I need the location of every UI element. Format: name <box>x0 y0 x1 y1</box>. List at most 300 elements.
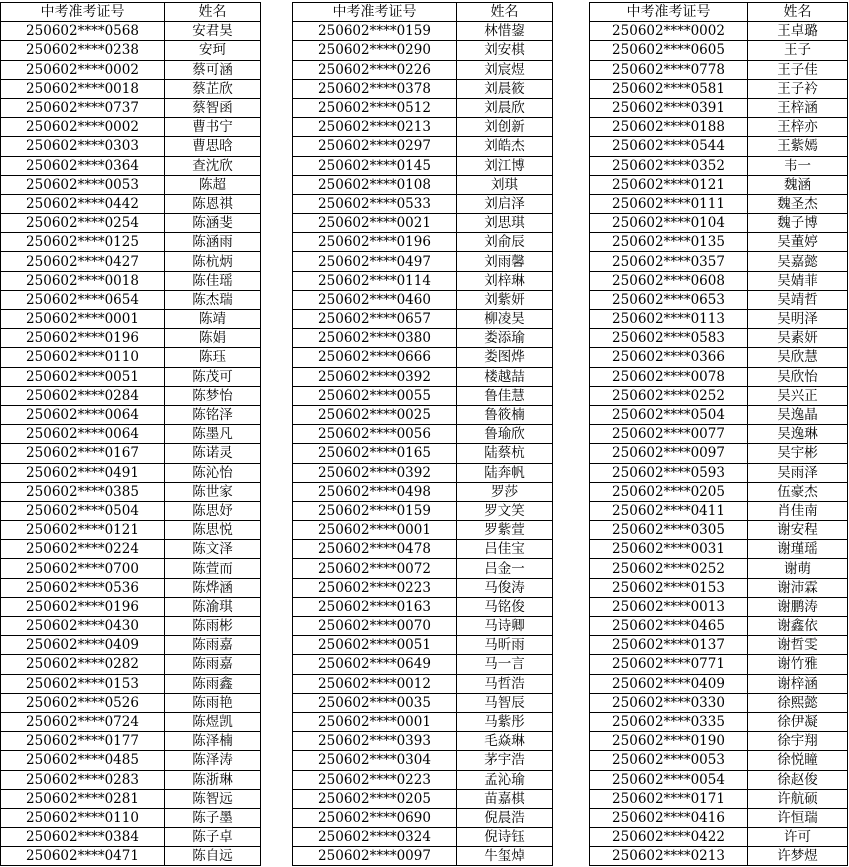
student-name-cell: 吴靖哲 <box>748 290 848 309</box>
exam-id-cell: 250602****0411 <box>590 501 748 520</box>
table-row <box>1 329 261 348</box>
table-row <box>590 156 848 175</box>
exam-id-cell: 250602****0018 <box>1 79 165 98</box>
student-name-cell: 林惜鋆 <box>457 22 553 41</box>
student-name-cell: 陈思悦 <box>165 521 261 540</box>
table-row <box>1 693 261 712</box>
exam-id-cell: 250602****0422 <box>590 828 748 847</box>
student-name-cell: 谢梓涵 <box>748 674 848 693</box>
student-name-cell: 查沈欣 <box>165 156 261 175</box>
exam-id-cell: 250602****0290 <box>293 41 457 60</box>
exam-id-cell: 250602****0491 <box>1 463 165 482</box>
table-row <box>590 521 848 540</box>
table-row <box>1 271 261 290</box>
student-name-cell: 马紫彤 <box>457 712 553 731</box>
student-name-cell: 陈涵斐 <box>165 214 261 233</box>
table-row <box>293 482 553 501</box>
exam-id-cell: 250602****0282 <box>1 655 165 674</box>
exam-id-cell: 250602****0053 <box>1 175 165 194</box>
exam-id-cell: 250602****0690 <box>293 808 457 827</box>
table-row <box>590 540 848 559</box>
student-name-cell: 吴兴正 <box>748 386 848 405</box>
student-name-cell: 刘宸煜 <box>457 60 553 79</box>
table-row <box>293 271 553 290</box>
exam-id-cell: 250602****0226 <box>293 60 457 79</box>
student-name-cell: 孟沁瑜 <box>457 770 553 789</box>
exam-id-cell: 250602****0167 <box>1 444 165 463</box>
exam-id-cell: 250602****0352 <box>590 156 748 175</box>
student-name-cell: 蔡芷欣 <box>165 79 261 98</box>
table-row <box>590 194 848 213</box>
exam-id-cell: 250602****0666 <box>293 348 457 367</box>
exam-id-cell: 250602****0442 <box>1 194 165 213</box>
student-name-cell: 刘安棋 <box>457 41 553 60</box>
student-name-cell: 陈珏 <box>165 348 261 367</box>
table-row <box>1 597 261 616</box>
table-row <box>293 405 553 424</box>
table-row <box>590 808 848 827</box>
table-row <box>293 348 553 367</box>
student-name-cell: 牛玺焯 <box>457 847 553 866</box>
exam-id-cell: 250602****0190 <box>590 732 748 751</box>
student-name-cell: 刘启泽 <box>457 194 553 213</box>
exam-id-cell: 250602****0478 <box>293 540 457 559</box>
exam-id-cell: 250602****0737 <box>1 98 165 117</box>
table-row <box>1 482 261 501</box>
exam-id-cell: 250602****0171 <box>590 789 748 808</box>
table-row <box>590 79 848 98</box>
student-name-cell: 马智辰 <box>457 693 553 712</box>
student-name-cell: 王梓亦 <box>748 118 848 137</box>
student-name-cell: 刘江博 <box>457 156 553 175</box>
student-name-cell: 陈泽楠 <box>165 732 261 751</box>
table-row <box>293 386 553 405</box>
exam-id-cell: 250602****0196 <box>1 329 165 348</box>
exam-id-cell: 250602****0054 <box>590 770 748 789</box>
student-name-cell: 陈自远 <box>165 847 261 866</box>
table-row <box>293 578 553 597</box>
exam-id-cell: 250602****0416 <box>590 808 748 827</box>
student-name-cell: 吴宇彬 <box>748 444 848 463</box>
exam-id-cell: 250602****0392 <box>293 463 457 482</box>
student-name-cell: 吴嘉懿 <box>748 252 848 271</box>
student-name-cell: 陆奔帆 <box>457 463 553 482</box>
table-row <box>1 540 261 559</box>
student-name-cell: 陈恩祺 <box>165 194 261 213</box>
exam-id-cell: 250602****0056 <box>293 425 457 444</box>
roster-table-1 <box>0 2 261 866</box>
student-name-cell: 吴董婷 <box>748 233 848 252</box>
student-name-cell: 陈梦怡 <box>165 386 261 405</box>
table-row <box>590 655 848 674</box>
student-name-cell: 陈雨嘉 <box>165 636 261 655</box>
student-name-cell: 茅宇浩 <box>457 751 553 770</box>
student-name-cell: 刘皓杰 <box>457 137 553 156</box>
table-row <box>590 463 848 482</box>
table-row <box>1 194 261 213</box>
table-row <box>590 732 848 751</box>
student-name-cell: 刘琪 <box>457 175 553 194</box>
exam-id-cell: 250602****0608 <box>590 271 748 290</box>
student-name-cell: 刘俞辰 <box>457 233 553 252</box>
table-row <box>590 98 848 117</box>
exam-id-cell: 250602****0485 <box>1 751 165 770</box>
exam-id-cell: 250602****0097 <box>293 847 457 866</box>
table-row <box>293 425 553 444</box>
exam-id-cell: 250602****0536 <box>1 578 165 597</box>
student-name-cell: 谢沛霖 <box>748 578 848 597</box>
exam-id-cell: 250602****0051 <box>1 367 165 386</box>
exam-id-cell: 250602****0110 <box>1 808 165 827</box>
exam-id-cell: 250602****0284 <box>1 386 165 405</box>
exam-id-cell: 250602****0252 <box>590 386 748 405</box>
student-name-cell: 柳凌昊 <box>457 310 553 329</box>
exam-id-cell: 250602****0533 <box>293 194 457 213</box>
exam-id-cell: 250602****0581 <box>590 79 748 98</box>
exam-id-cell: 250602****0568 <box>1 22 165 41</box>
table-row <box>590 559 848 578</box>
table-row <box>590 617 848 636</box>
exam-id-cell: 250602****0013 <box>590 597 748 616</box>
table-row <box>1 79 261 98</box>
header-row <box>590 3 848 22</box>
exam-id-cell: 250602****0051 <box>293 636 457 655</box>
student-name-cell: 肖佳南 <box>748 501 848 520</box>
student-name-cell: 吴婧菲 <box>748 271 848 290</box>
exam-id-cell: 250602****0224 <box>1 540 165 559</box>
exam-id-cell: 250602****0654 <box>1 290 165 309</box>
student-name-cell: 罗紫萱 <box>457 521 553 540</box>
exam-id-cell: 250602****0771 <box>590 655 748 674</box>
table-row <box>1 214 261 233</box>
student-name-cell: 吴素妍 <box>748 329 848 348</box>
exam-id-cell: 250602****0113 <box>590 310 748 329</box>
table-row <box>1 828 261 847</box>
exam-id-cell: 250602****0460 <box>293 290 457 309</box>
exam-id-cell: 250602****0430 <box>1 617 165 636</box>
id-column-header: 中考准考证号 <box>293 3 457 22</box>
table-row <box>293 732 553 751</box>
student-name-cell: 陈渝琪 <box>165 597 261 616</box>
table-row <box>1 137 261 156</box>
header-row <box>1 3 261 22</box>
student-name-cell: 伍豪杰 <box>748 482 848 501</box>
table-row <box>1 252 261 271</box>
exam-id-cell: 250602****0700 <box>1 559 165 578</box>
student-name-cell: 马铭俊 <box>457 597 553 616</box>
exam-id-cell: 250602****0392 <box>293 367 457 386</box>
exam-id-cell: 250602****0384 <box>1 828 165 847</box>
student-name-cell: 娄添瑜 <box>457 329 553 348</box>
student-name-cell: 吴明泽 <box>748 310 848 329</box>
table-row <box>590 271 848 290</box>
table-row <box>293 444 553 463</box>
table-row <box>293 712 553 731</box>
student-name-cell: 刘晨欣 <box>457 98 553 117</box>
student-name-cell: 吕佳宝 <box>457 540 553 559</box>
student-name-cell: 谢安程 <box>748 521 848 540</box>
exam-id-cell: 250602****0497 <box>293 252 457 271</box>
table-row <box>590 175 848 194</box>
exam-id-cell: 250602****0165 <box>293 444 457 463</box>
exam-id-cell: 250602****0297 <box>293 137 457 156</box>
student-name-cell: 徐熙懿 <box>748 693 848 712</box>
student-name-cell: 刘晨筱 <box>457 79 553 98</box>
table-row <box>590 22 848 41</box>
table-row <box>590 214 848 233</box>
student-name-cell: 谢鑫依 <box>748 617 848 636</box>
student-name-cell: 刘紫妍 <box>457 290 553 309</box>
student-name-cell: 苗嘉棋 <box>457 789 553 808</box>
student-name-cell: 陈靖 <box>165 310 261 329</box>
exam-id-cell: 250602****0653 <box>590 290 748 309</box>
table-row <box>590 405 848 424</box>
student-name-cell: 吴雨泽 <box>748 463 848 482</box>
table-row <box>293 501 553 520</box>
student-name-cell: 刘梓琳 <box>457 271 553 290</box>
roster-table-2 <box>292 2 553 866</box>
table-row <box>590 828 848 847</box>
exam-id-cell: 250602****0001 <box>293 712 457 731</box>
name-column-header: 姓名 <box>165 3 261 22</box>
table-row <box>293 98 553 117</box>
table-row <box>590 847 848 866</box>
student-name-cell: 许梦煜 <box>748 847 848 866</box>
exam-id-cell: 250602****0427 <box>1 252 165 271</box>
exam-id-cell: 250602****0111 <box>590 194 748 213</box>
student-name-cell: 陈雨嘉 <box>165 655 261 674</box>
table-row <box>293 175 553 194</box>
exam-id-cell: 250602****0605 <box>590 41 748 60</box>
exam-id-cell: 250602****0196 <box>1 597 165 616</box>
table-row <box>1 156 261 175</box>
name-column-header: 姓名 <box>748 3 848 22</box>
table-row <box>1 521 261 540</box>
exam-id-cell: 250602****0213 <box>293 118 457 137</box>
student-name-cell: 楼越喆 <box>457 367 553 386</box>
exam-id-cell: 250602****0064 <box>1 425 165 444</box>
table-row <box>1 444 261 463</box>
exam-id-cell: 250602****0657 <box>293 310 457 329</box>
exam-id-cell: 250602****0238 <box>1 41 165 60</box>
table-row <box>293 137 553 156</box>
table-row <box>293 693 553 712</box>
student-name-cell: 陈雨艳 <box>165 693 261 712</box>
student-name-cell: 陈雨鑫 <box>165 674 261 693</box>
table-row <box>590 444 848 463</box>
table-row <box>293 808 553 827</box>
table-row <box>1 751 261 770</box>
table-row <box>590 674 848 693</box>
student-name-cell: 许恒瑞 <box>748 808 848 827</box>
table-row <box>590 310 848 329</box>
exam-id-cell: 250602****0305 <box>590 521 748 540</box>
student-name-cell: 陈诺灵 <box>165 444 261 463</box>
table-row <box>1 405 261 424</box>
student-name-cell: 陈煜凯 <box>165 712 261 731</box>
exam-id-cell: 250602****0055 <box>293 386 457 405</box>
header-row <box>293 3 553 22</box>
exam-id-cell: 250602****0378 <box>293 79 457 98</box>
table-row <box>293 521 553 540</box>
student-name-cell: 陈墨凡 <box>165 425 261 444</box>
table-row <box>590 636 848 655</box>
student-name-cell: 马一言 <box>457 655 553 674</box>
exam-id-cell: 250602****0330 <box>590 693 748 712</box>
exam-id-cell: 250602****0072 <box>293 559 457 578</box>
student-name-cell: 蔡智函 <box>165 98 261 117</box>
exam-id-cell: 250602****0001 <box>293 521 457 540</box>
table-row <box>293 770 553 789</box>
table-row <box>1 789 261 808</box>
table-row <box>1 674 261 693</box>
student-name-cell: 王紫嫣 <box>748 137 848 156</box>
exam-id-cell: 250602****0409 <box>1 636 165 655</box>
exam-id-cell: 250602****0053 <box>590 751 748 770</box>
table-row <box>1 233 261 252</box>
exam-id-cell: 250602****0002 <box>1 60 165 79</box>
table-row <box>1 60 261 79</box>
table-row <box>590 137 848 156</box>
table-row <box>293 233 553 252</box>
table-row <box>1 655 261 674</box>
exam-id-cell: 250602****0205 <box>293 789 457 808</box>
exam-id-cell: 250602****0018 <box>1 271 165 290</box>
exam-id-cell: 250602****0035 <box>293 693 457 712</box>
student-name-cell: 吴欣慧 <box>748 348 848 367</box>
exam-id-cell: 250602****0002 <box>1 118 165 137</box>
student-name-cell: 吕金一 <box>457 559 553 578</box>
student-name-cell: 马俊涛 <box>457 578 553 597</box>
name-column-header: 姓名 <box>457 3 553 22</box>
student-name-cell: 王卓璐 <box>748 22 848 41</box>
exam-id-cell: 250602****0196 <box>293 233 457 252</box>
exam-id-cell: 250602****0121 <box>590 175 748 194</box>
student-name-cell: 王子 <box>748 41 848 60</box>
table-row <box>293 22 553 41</box>
exam-id-cell: 250602****0159 <box>293 501 457 520</box>
table-row <box>590 290 848 309</box>
student-name-cell: 徐悦瞳 <box>748 751 848 770</box>
exam-id-cell: 250602****0121 <box>1 521 165 540</box>
exam-id-cell: 250602****0177 <box>1 732 165 751</box>
table-row <box>293 41 553 60</box>
student-name-cell: 安君昊 <box>165 22 261 41</box>
student-name-cell: 毛焱琳 <box>457 732 553 751</box>
exam-id-cell: 250602****0159 <box>293 22 457 41</box>
student-name-cell: 谢萌 <box>748 559 848 578</box>
table-row <box>1 847 261 866</box>
exam-id-cell: 250602****0110 <box>1 348 165 367</box>
exam-id-cell: 250602****0070 <box>293 617 457 636</box>
exam-id-cell: 250602****0001 <box>1 310 165 329</box>
exam-id-cell: 250602****0393 <box>293 732 457 751</box>
student-name-cell: 曹书宁 <box>165 118 261 137</box>
student-name-cell: 许可 <box>748 828 848 847</box>
student-name-cell: 娄图烨 <box>457 348 553 367</box>
table-row <box>590 348 848 367</box>
exam-id-cell: 250602****0153 <box>590 578 748 597</box>
table-row <box>293 290 553 309</box>
student-name-cell: 陈子墨 <box>165 808 261 827</box>
table-row <box>1 41 261 60</box>
table-row <box>293 674 553 693</box>
student-name-cell: 陈世家 <box>165 482 261 501</box>
table-row <box>293 156 553 175</box>
student-name-cell: 王子佳 <box>748 60 848 79</box>
student-name-cell: 谢鹏涛 <box>748 597 848 616</box>
table-row <box>293 655 553 674</box>
exam-id-cell: 250602****0385 <box>1 482 165 501</box>
student-name-cell: 徐伊凝 <box>748 712 848 731</box>
student-name-cell: 陈子卓 <box>165 828 261 847</box>
student-name-cell: 吴欣怡 <box>748 367 848 386</box>
exam-id-cell: 250602****0281 <box>1 789 165 808</box>
exam-id-cell: 250602****0145 <box>293 156 457 175</box>
table-row <box>590 597 848 616</box>
table-row <box>293 751 553 770</box>
student-name-cell: 谢瑾瑶 <box>748 540 848 559</box>
table-row <box>590 41 848 60</box>
exam-id-cell: 250602****0097 <box>590 444 748 463</box>
student-name-cell: 曹思晗 <box>165 137 261 156</box>
student-name-cell: 倪诗钰 <box>457 828 553 847</box>
exam-id-cell: 250602****0364 <box>1 156 165 175</box>
student-name-cell: 蔡可涵 <box>165 60 261 79</box>
table-row <box>293 60 553 79</box>
table-row <box>293 79 553 98</box>
exam-id-cell: 250602****0380 <box>293 329 457 348</box>
exam-id-cell: 250602****0021 <box>293 214 457 233</box>
id-column-header: 中考准考证号 <box>1 3 165 22</box>
exam-id-cell: 250602****0335 <box>590 712 748 731</box>
table-row <box>590 482 848 501</box>
id-column-header: 中考准考证号 <box>590 3 748 22</box>
exam-id-cell: 250602****0544 <box>590 137 748 156</box>
table-row <box>293 214 553 233</box>
table-row <box>293 828 553 847</box>
table-row <box>590 425 848 444</box>
exam-id-cell: 250602****0108 <box>293 175 457 194</box>
table-row <box>590 60 848 79</box>
exam-id-cell: 250602****0163 <box>293 597 457 616</box>
student-name-cell: 魏涵 <box>748 175 848 194</box>
exam-id-cell: 250602****0137 <box>590 636 748 655</box>
exam-id-cell: 250602****0504 <box>590 405 748 424</box>
table-row <box>1 770 261 789</box>
student-name-cell: 刘创新 <box>457 118 553 137</box>
student-name-cell: 韦一 <box>748 156 848 175</box>
student-name-cell: 马诗卿 <box>457 617 553 636</box>
exam-id-cell: 250602****0357 <box>590 252 748 271</box>
student-name-cell: 陈铭泽 <box>165 405 261 424</box>
table-row <box>1 367 261 386</box>
exam-id-cell: 250602****0213 <box>590 847 748 866</box>
table-row <box>1 501 261 520</box>
student-name-cell: 陈沁怡 <box>165 463 261 482</box>
student-name-cell: 罗莎 <box>457 482 553 501</box>
student-name-cell: 许航硕 <box>748 789 848 808</box>
table-row <box>1 808 261 827</box>
exam-id-cell: 250602****0304 <box>293 751 457 770</box>
student-name-cell: 陈佳瑶 <box>165 271 261 290</box>
exam-id-cell: 250602****0254 <box>1 214 165 233</box>
student-name-cell: 陈烨涵 <box>165 578 261 597</box>
table-row <box>590 578 848 597</box>
exam-id-cell: 250602****0366 <box>590 348 748 367</box>
roster-table-3 <box>589 2 848 866</box>
student-name-cell: 安珂 <box>165 41 261 60</box>
